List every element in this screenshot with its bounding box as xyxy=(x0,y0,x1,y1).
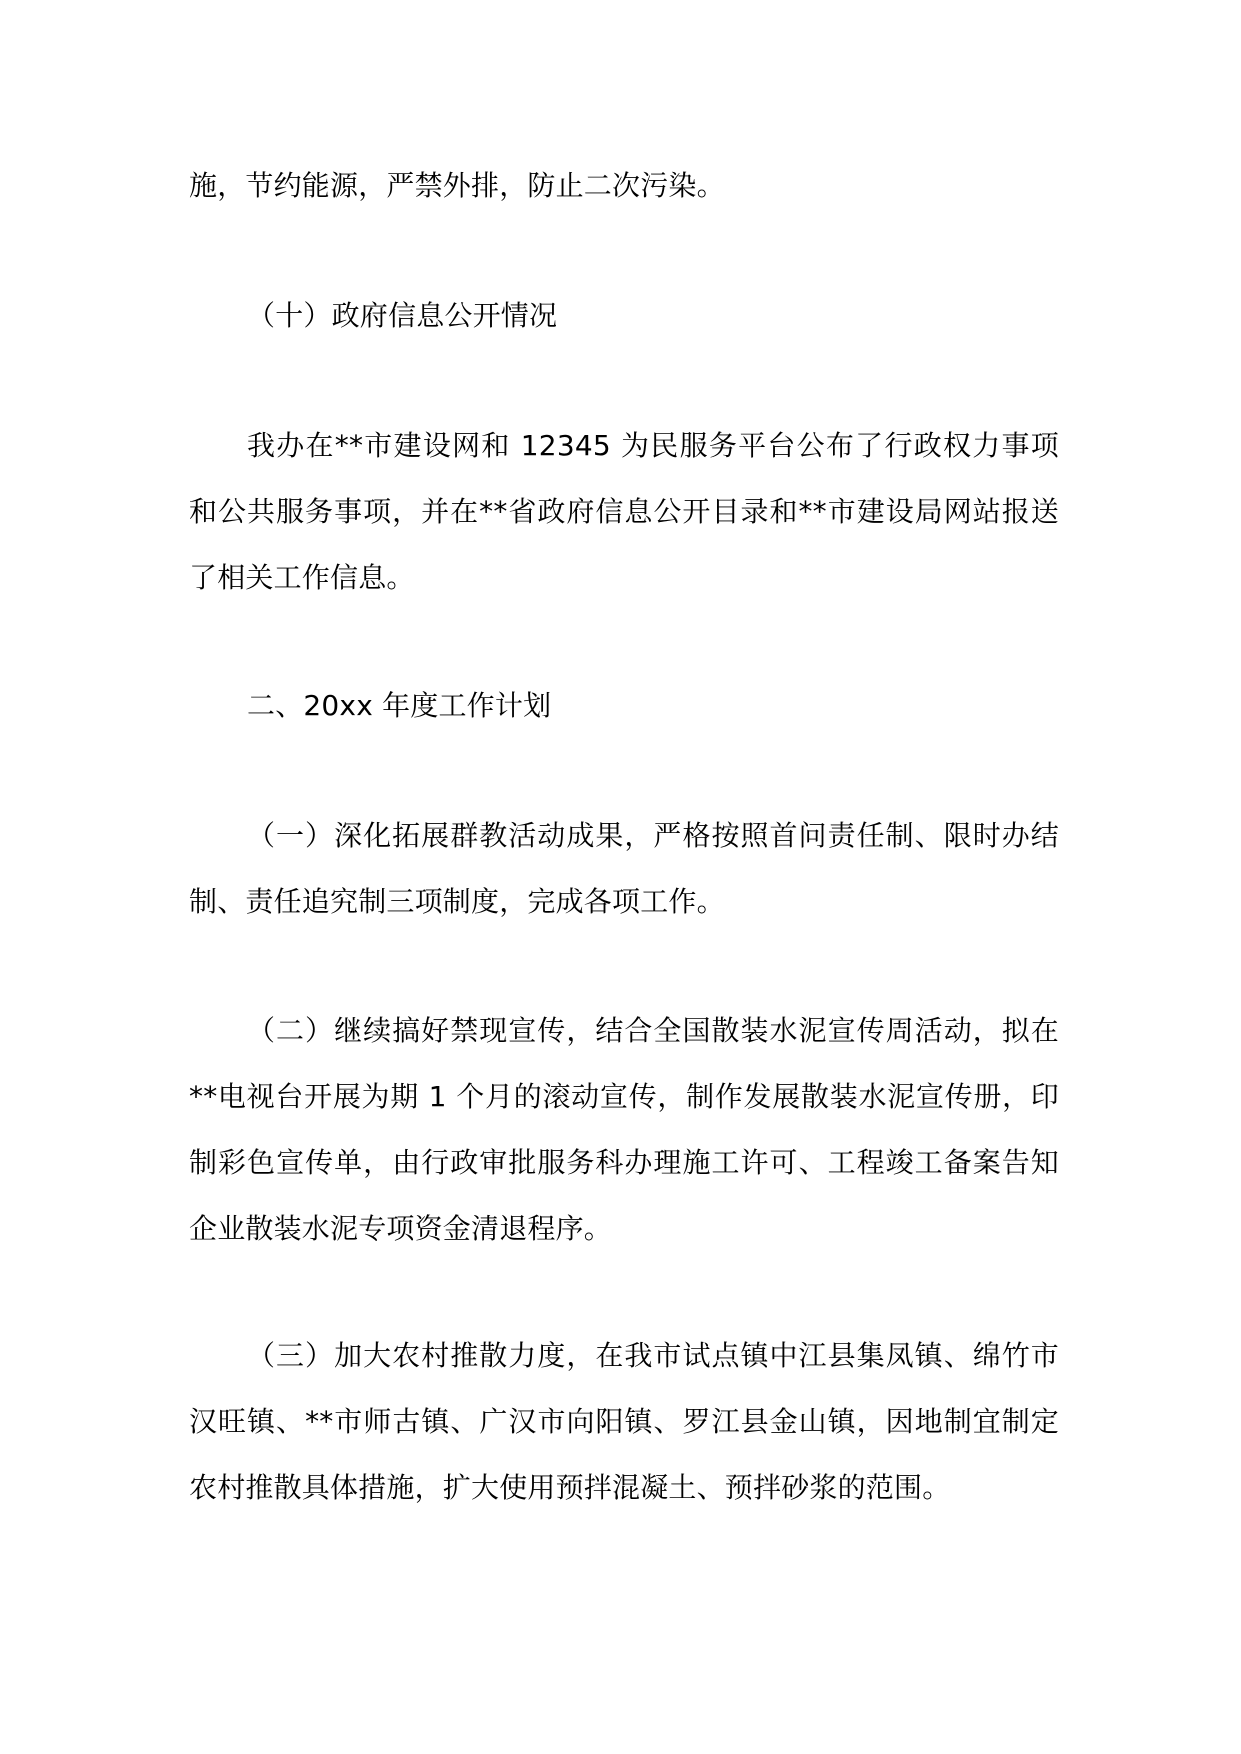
paragraph-plan-two: （二）继续搞好禁现宣传，结合全国散装水泥宣传周活动，拟在**电视台开展为期 1 个月的滚动宣传，制作发展散装水泥宣传册，印制彩色宣传单，由行政审批服务科办理施工许可、工程竣工备案告知企业散装水泥专项资金清退程序。 xyxy=(189,1014,1059,1245)
section-heading-plan: 二、20xx 年度工作计划 xyxy=(247,689,552,722)
paragraph-continuation: 施，节约能源，严禁外排，防止二次污染。 xyxy=(189,169,725,202)
paragraph-plan-one: （一）深化拓展群教活动成果，严格按照首问责任制、限时办结制、责任追究制三项制度，完成各项工作。 xyxy=(189,819,1059,918)
paragraph-info-disclosure: 我办在**市建设网和 12345 为民服务平台公布了行政权力事项和公共服务事项，并在**省政府信息公开目录和**市建设局网站报送了相关工作信息。 xyxy=(189,429,1059,594)
paragraph-plan-three: （三）加大农村推散力度，在我市试点镇中江县集凤镇、绵竹市汉旺镇、**市师古镇、广汉市向阳镇、罗江县金山镇，因地制宜制定农村推散具体措施，扩大使用预拌混凝土、预拌砂浆的范围。 xyxy=(189,1339,1059,1504)
section-heading-ten: （十）政府信息公开情况 xyxy=(247,299,558,332)
